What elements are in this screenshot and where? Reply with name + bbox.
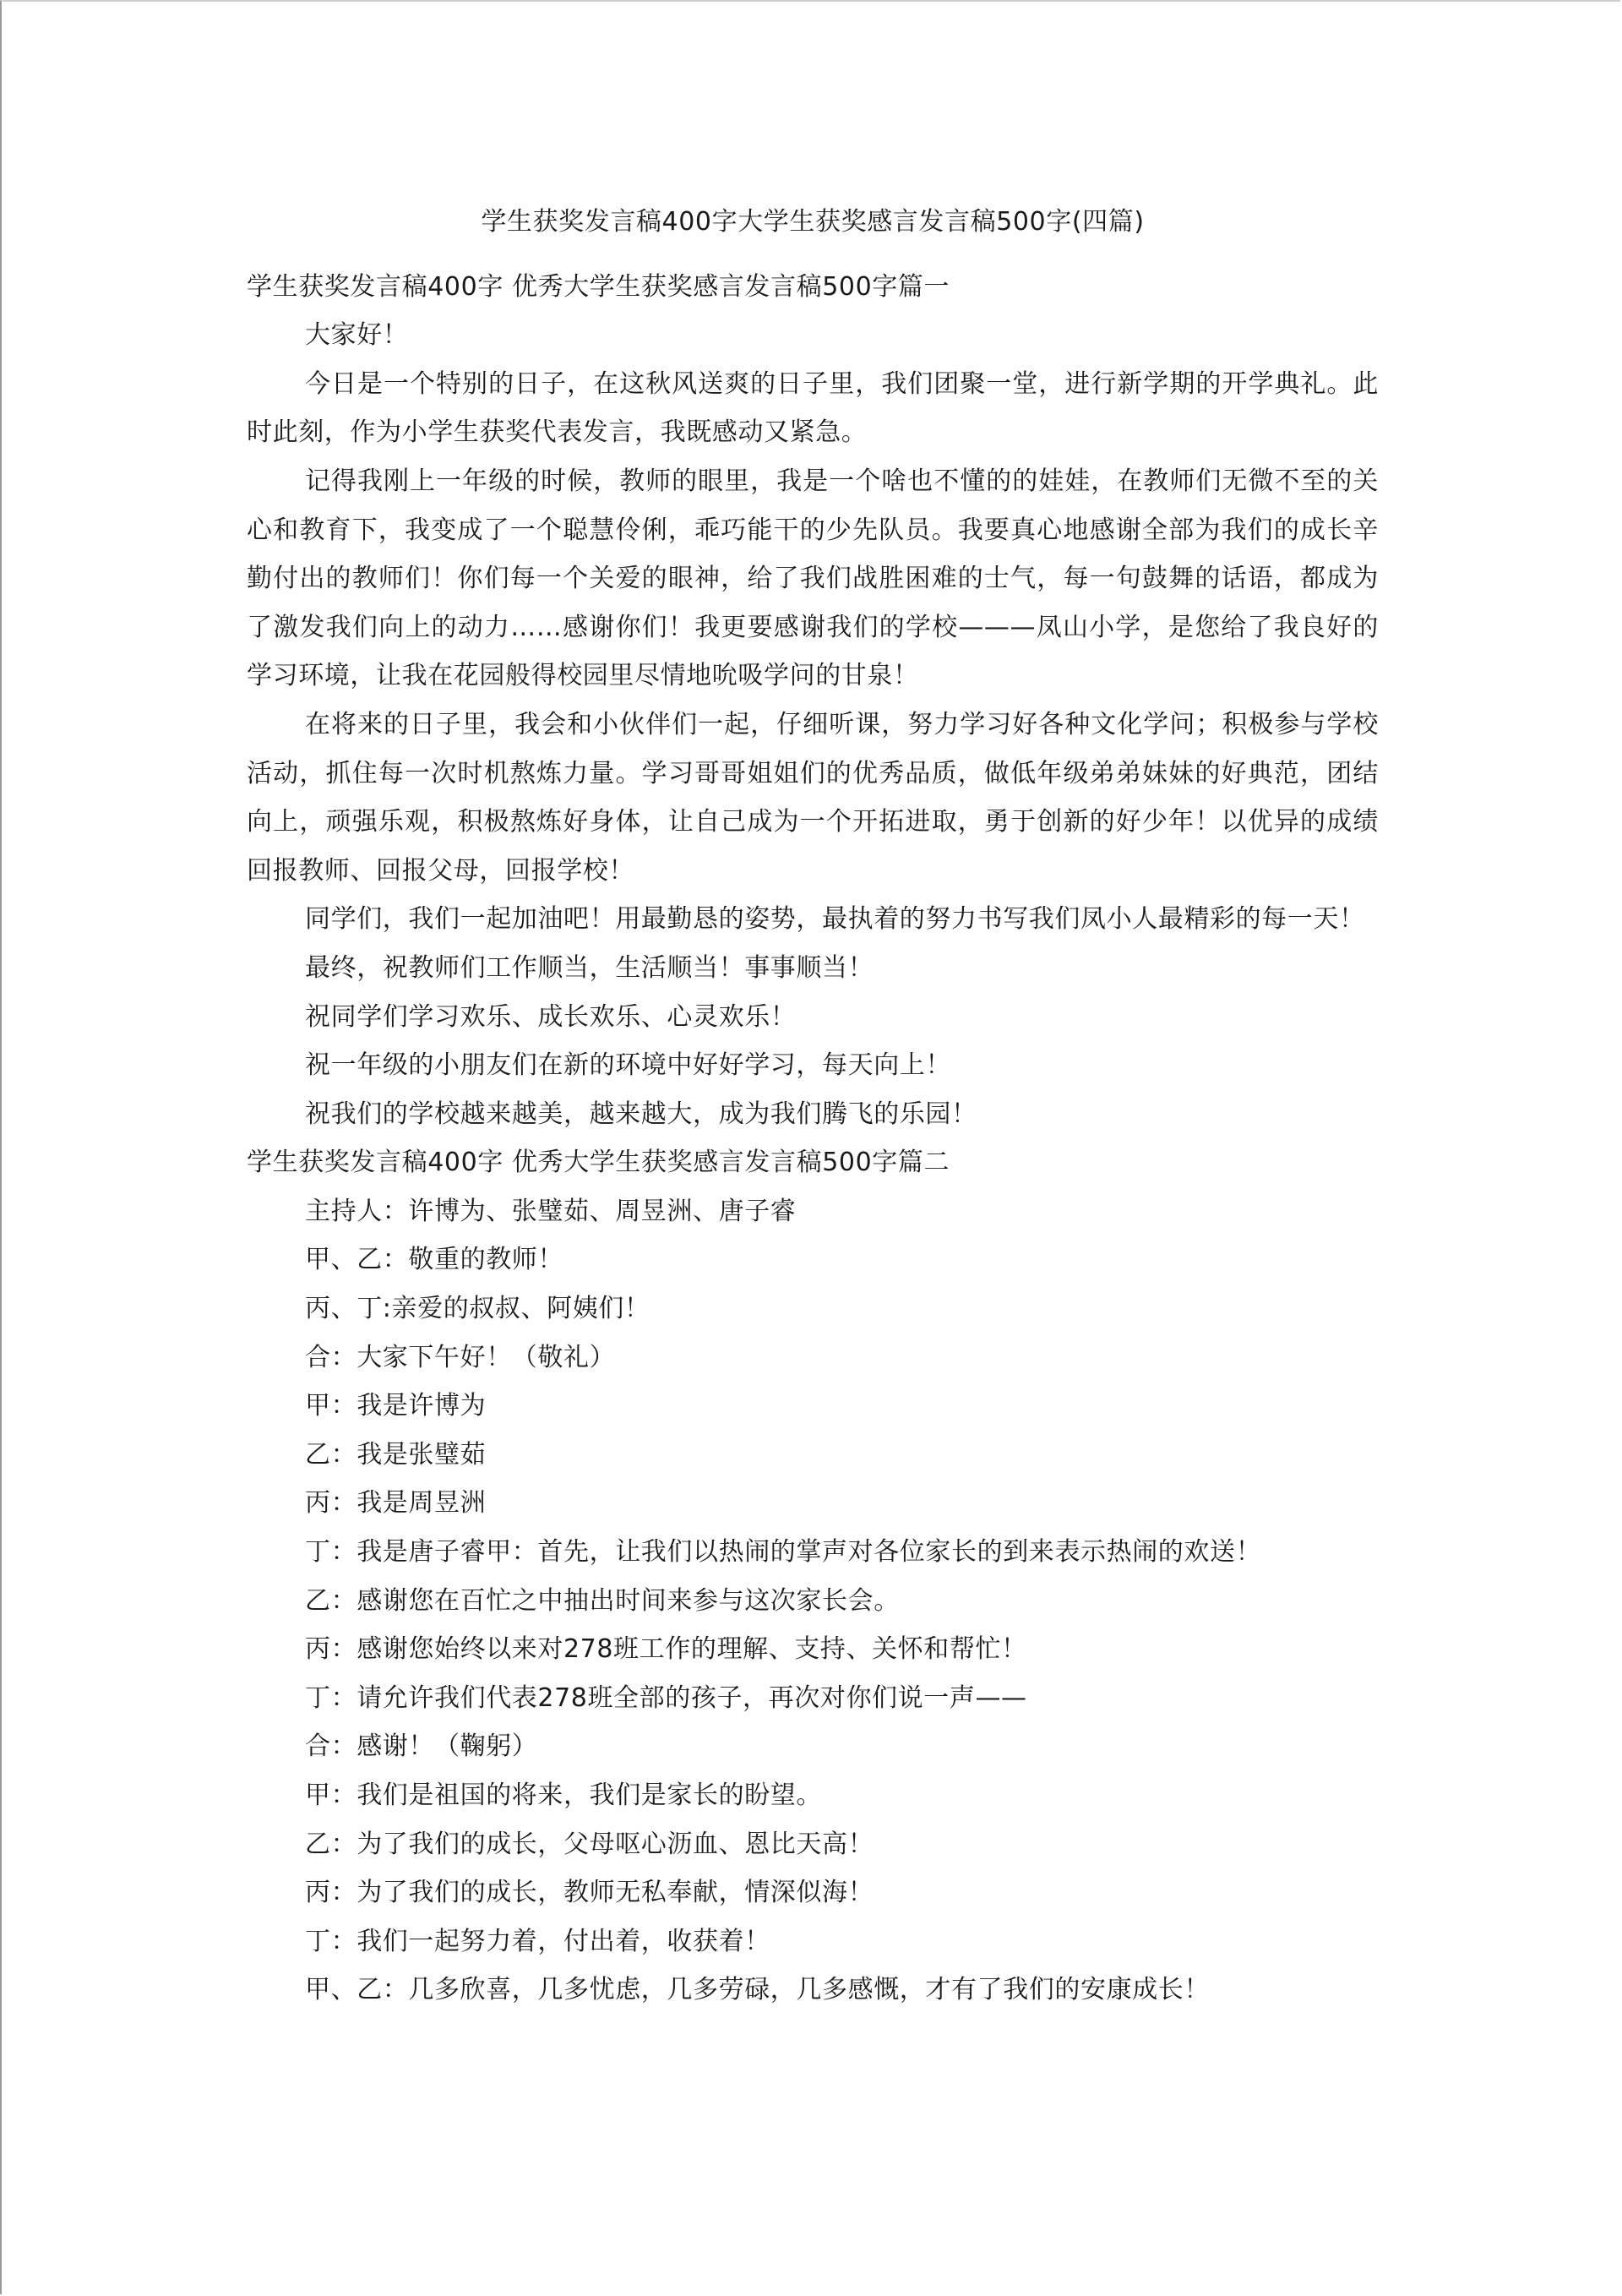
- section-heading: 学生获奖发言稿400字 优秀大学生获奖感言发言稿500字篇二: [247, 1148, 950, 1178]
- paragraph: 乙：为了我们的成长，父母呕心沥血、恩比天高！: [305, 1829, 874, 1859]
- paragraph: 甲：我是许博为: [305, 1391, 487, 1421]
- paragraph: 丙、丁:亲爱的叔叔、阿姨们！: [305, 1294, 650, 1324]
- paragraph: 丙：为了我们的成长，教师无私奉献，情深似海！: [305, 1878, 874, 1908]
- document-body: [247, 198, 1379, 2015]
- paragraph: 丁：请允许我们代表278班全部的孩子，再次对你们说一声——: [305, 1682, 1027, 1713]
- paragraph: 丁：我们一起努力着，付出着，收获着！: [305, 1926, 770, 1956]
- paragraph: 大家好！: [305, 320, 409, 351]
- paragraph: 合：大家下午好！（敬礼）: [305, 1342, 616, 1372]
- paragraph: 甲、乙：敬重的教师！: [305, 1245, 563, 1275]
- document-title: 学生获奖发言稿400字大学生获奖感言发言稿500字(四篇): [481, 207, 1145, 237]
- section-heading: 学生获奖发言稿400字 优秀大学生获奖感言发言稿500字篇一: [247, 271, 950, 302]
- paragraph: 丙：感谢您始终以来对278班工作的理解、支持、关怀和帮忙！: [305, 1634, 1027, 1665]
- section-1: [247, 263, 1379, 1139]
- paragraph: 乙：感谢您在百忙之中抽出时间来参与这次家长会。: [305, 1585, 900, 1616]
- paragraph: 同学们，我们一起加油吧！用最勤恳的姿势，最执着的努力书写我们凤小人最精彩的每一天！: [305, 904, 1365, 935]
- paragraph: 今日是一个特别的日子，在这秋风送爽的日子里，我们团聚一堂，进行新学期的开学典礼。此时此刻，作为小学生获奖代表发言，我既感动又紧急。: [247, 368, 1379, 448]
- paragraph: 最终，祝教师们工作顺当，生活顺当！事事顺当！: [305, 952, 874, 983]
- paragraph: 记得我刚上一年级的时候，教师的眼里，我是一个啥也不懂的的娃娃，在教师们无微不至的关心和教育下，我变成了一个聪慧伶俐，乖巧能干的少先队员。我要真心地感谢全部为我们的成长辛勤付出的教师们！你们每一个关爱的眼神，给了我们战胜困难的士气，每一句鼓舞的话语，都成为了激发我们向上的动力……感谢你们！我更要感谢我们的学校———凤山小学，是您给了我良好的学习环境，让我在花园般得校园里尽情地吮吸学问的甘泉！: [247, 466, 1379, 691]
- paragraph: 祝同学们学习欢乐、成长欢乐、心灵欢乐！: [305, 1001, 797, 1032]
- paragraph: 在将来的日子里，我会和小伙伴们一起，仔细听课，努力学习好各种文化学问；积极参与学校活动，抓住每一次时机熬炼力量。学习哥哥姐姐们的优秀品质，做低年级弟弟妹妹的好典范，团结向上，顽强乐观，积极熬炼好身体，让自己成为一个开拓进取，勇于创新的好少年！以优异的成绩回报教师、回报父母，回报学校！: [247, 709, 1379, 886]
- paragraph: 甲：我们是祖国的将来，我们是家长的盼望。: [305, 1781, 822, 1810]
- paragraph: 主持人：许博为、张璧茹、周昱洲、唐子睿: [305, 1196, 797, 1226]
- paragraph: 甲、乙：几多欣喜，几多忧虑，几多劳碌，几多感慨，才有了我们的安康成长！: [305, 1975, 1210, 2005]
- paragraph: 丁：我是唐子睿甲：首先，让我们以热闹的掌声对各位家长的到来表示热闹的欢送！: [305, 1537, 1262, 1568]
- paragraph: 祝一年级的小朋友们在新的环境中好好学习，每天向上！: [305, 1050, 951, 1081]
- paragraph: 合：感谢！（鞠躬）: [305, 1732, 538, 1762]
- paragraph: 乙：我是张璧茹: [305, 1439, 487, 1470]
- paragraph: 丙：我是周昱洲: [305, 1488, 487, 1519]
- paragraph: 祝我们的学校越来越美，越来越大，成为我们腾飞的乐园！: [305, 1099, 977, 1129]
- section-2: [247, 1138, 1379, 2015]
